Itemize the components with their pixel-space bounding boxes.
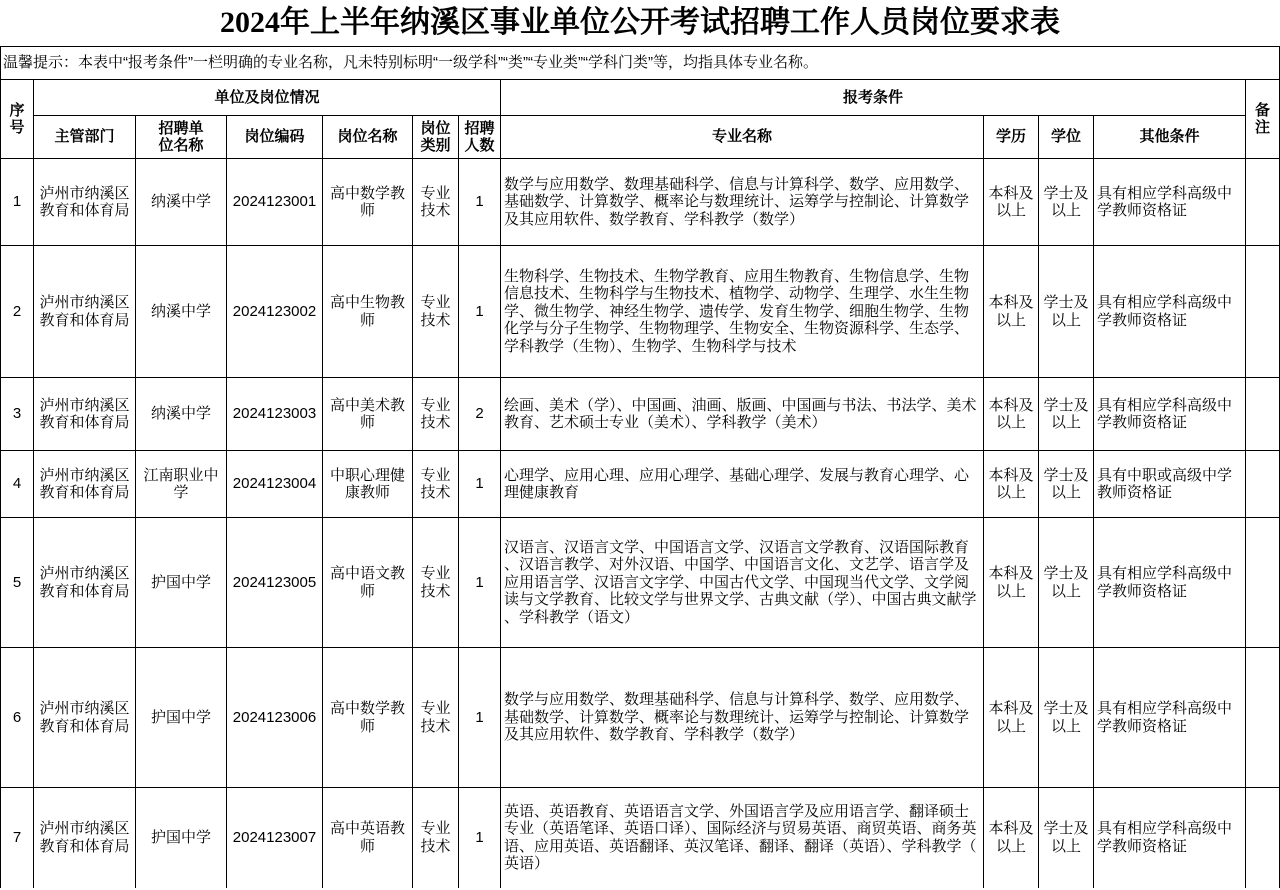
header-post-type-label: 岗位类别 <box>420 119 451 154</box>
header-row-group <box>1 80 1280 116</box>
cell-unit: 纳溪中学 <box>136 159 227 246</box>
cell-remark <box>1246 648 1280 788</box>
cell-other-conditions: 具有相应学科高级中学教师资格证 <box>1094 159 1246 246</box>
job-requirements-table <box>0 46 1280 888</box>
header-seq-label: 序号 <box>9 101 25 136</box>
cell-dept: 泸州市纳溪区教育和体育局 <box>34 378 136 451</box>
cell-dept: 泸州市纳溪区教育和体育局 <box>34 246 136 378</box>
cell-seq: 5 <box>1 518 34 648</box>
header-count <box>459 116 501 159</box>
table-row <box>1 159 1280 246</box>
cell-dept: 泸州市纳溪区教育和体育局 <box>34 451 136 518</box>
cell-count: 1 <box>459 159 501 246</box>
cell-unit: 纳溪中学 <box>136 378 227 451</box>
cell-post-name: 高中英语教师 <box>323 788 413 888</box>
cell-major: 心理学、应用心理、应用心理学、基础心理学、发展与教育心理学、心理健康教育 <box>501 451 984 518</box>
cell-remark <box>1246 159 1280 246</box>
header-education: 学历 <box>984 116 1039 159</box>
notice-text: 温馨提示：本表中“报考条件”一栏明确的专业名称，凡未特别标明“一级学科”“类”“专业类”“学科门类”等，均指具体专业名称。 <box>1 47 1280 80</box>
header-unit-group: 单位及岗位情况 <box>34 80 501 116</box>
cell-post-type: 专业技术 <box>413 159 459 246</box>
cell-major: 汉语言、汉语言文学、中国语言文学、汉语言文学教育、汉语国际教育、汉语言教学、对外汉语、中国学、中国语言文化、文艺学、语言学及应用语言学、汉语言文字学、中国古代文学、中国现当代文学、文学阅读与文学教育、比较文学与世界文学、古典文献（学）、中国古典文献学、学科教学（语文） <box>501 518 984 648</box>
cell-post-code: 2024123002 <box>227 246 323 378</box>
cell-dept: 泸州市纳溪区教育和体育局 <box>34 159 136 246</box>
cell-remark <box>1246 518 1280 648</box>
cell-unit: 护国中学 <box>136 518 227 648</box>
cell-post-code: 2024123001 <box>227 159 323 246</box>
cell-degree: 学士及以上 <box>1039 518 1094 648</box>
cell-major: 生物科学、生物技术、生物学教育、应用生物教育、生物信息学、生物信息技术、生物科学与生物技术、植物学、动物学、生理学、水生生物学、微生物学、神经生物学、遗传学、发育生物学、细胞生物学、生物化学与分子生物学、生物物理学、生物安全、生物资源科学、生态学、学科教学（生物）、生物学、生物科学与技术 <box>501 246 984 378</box>
cell-count: 1 <box>459 648 501 788</box>
cell-degree: 学士及以上 <box>1039 648 1094 788</box>
cell-education: 本科及以上 <box>984 451 1039 518</box>
header-unit-name <box>136 116 227 159</box>
cell-degree: 学士及以上 <box>1039 246 1094 378</box>
cell-post-type: 专业技术 <box>413 518 459 648</box>
cell-dept: 泸州市纳溪区教育和体育局 <box>34 648 136 788</box>
header-post-code: 岗位编码 <box>227 116 323 159</box>
cell-post-code: 2024123004 <box>227 451 323 518</box>
table-row <box>1 518 1280 648</box>
header-dept: 主管部门 <box>34 116 136 159</box>
notice-row <box>1 47 1280 80</box>
cell-unit: 江南职业中学 <box>136 451 227 518</box>
cell-major: 数学与应用数学、数理基础科学、信息与计算科学、数学、应用数学、基础数学、计算数学、概率论与数理统计、运筹学与控制论、计算数学及其应用软件、数学教育、学科教学（数学） <box>501 648 984 788</box>
cell-post-type: 专业技术 <box>413 246 459 378</box>
cell-seq: 7 <box>1 788 34 888</box>
cell-education: 本科及以上 <box>984 648 1039 788</box>
cell-seq: 2 <box>1 246 34 378</box>
table-row <box>1 246 1280 378</box>
cell-remark <box>1246 451 1280 518</box>
cell-education: 本科及以上 <box>984 159 1039 246</box>
cell-other-conditions: 具有相应学科高级中学教师资格证 <box>1094 246 1246 378</box>
header-condition-group: 报考条件 <box>501 80 1246 116</box>
cell-degree: 学士及以上 <box>1039 159 1094 246</box>
cell-education: 本科及以上 <box>984 788 1039 888</box>
cell-post-name: 高中美术教师 <box>323 378 413 451</box>
cell-major: 英语、英语教育、英语语言文学、外国语言学及应用语言学、翻译硕士专业（英语笔译、英语口译）、国际经济与贸易英语、商贸英语、商务英语、应用英语、英语翻译、英汉笔译、翻译、翻译（英语）、学科教学（英语） <box>501 788 984 888</box>
cell-degree: 学士及以上 <box>1039 378 1094 451</box>
cell-post-name: 高中语文教师 <box>323 518 413 648</box>
header-remark <box>1246 80 1280 159</box>
cell-other-conditions: 具有相应学科高级中学教师资格证 <box>1094 788 1246 888</box>
cell-unit: 纳溪中学 <box>136 246 227 378</box>
cell-dept: 泸州市纳溪区教育和体育局 <box>34 518 136 648</box>
cell-seq: 3 <box>1 378 34 451</box>
table-row <box>1 451 1280 518</box>
cell-post-code: 2024123003 <box>227 378 323 451</box>
header-seq <box>1 80 34 159</box>
cell-post-type: 专业技术 <box>413 788 459 888</box>
page-title: 2024年上半年纳溪区事业单位公开考试招聘工作人员岗位要求表 <box>220 6 1060 39</box>
header-other: 其他条件 <box>1094 116 1246 159</box>
cell-major: 绘画、美术（学）、中国画、油画、版画、中国画与书法、书法学、美术教育、艺术硕士专业（美术）、学科教学（美术） <box>501 378 984 451</box>
cell-other-conditions: 具有相应学科高级中学教师资格证 <box>1094 648 1246 788</box>
cell-post-type: 专业技术 <box>413 378 459 451</box>
header-row-columns <box>1 116 1280 159</box>
table-row <box>1 788 1280 888</box>
cell-count: 1 <box>459 518 501 648</box>
cell-degree: 学士及以上 <box>1039 788 1094 888</box>
cell-major: 数学与应用数学、数理基础科学、信息与计算科学、数学、应用数学、基础数学、计算数学、概率论与数理统计、运筹学与控制论、计算数学及其应用软件、数学教育、学科教学（数学） <box>501 159 984 246</box>
cell-other-conditions: 具有相应学科高级中学教师资格证 <box>1094 378 1246 451</box>
cell-post-code: 2024123005 <box>227 518 323 648</box>
cell-post-code: 2024123007 <box>227 788 323 888</box>
header-unit-name-label: 招聘单位名称 <box>158 119 204 154</box>
cell-count: 1 <box>459 788 501 888</box>
cell-count: 1 <box>459 246 501 378</box>
table-row <box>1 648 1280 788</box>
header-remark-label: 备注 <box>1255 101 1271 136</box>
cell-post-name: 高中数学教师 <box>323 159 413 246</box>
header-count-label: 招聘人数 <box>464 119 495 154</box>
cell-post-name: 高中数学教师 <box>323 648 413 788</box>
cell-dept: 泸州市纳溪区教育和体育局 <box>34 788 136 888</box>
cell-education: 本科及以上 <box>984 518 1039 648</box>
cell-education: 本科及以上 <box>984 246 1039 378</box>
table-row <box>1 378 1280 451</box>
cell-post-type: 专业技术 <box>413 648 459 788</box>
cell-post-type: 专业技术 <box>413 451 459 518</box>
cell-remark <box>1246 788 1280 888</box>
cell-education: 本科及以上 <box>984 378 1039 451</box>
cell-count: 1 <box>459 451 501 518</box>
cell-post-name: 中职心理健康教师 <box>323 451 413 518</box>
cell-other-conditions: 具有相应学科高级中学教师资格证 <box>1094 518 1246 648</box>
cell-unit: 护国中学 <box>136 648 227 788</box>
cell-remark <box>1246 378 1280 451</box>
cell-post-code: 2024123006 <box>227 648 323 788</box>
header-post-name: 岗位名称 <box>323 116 413 159</box>
header-degree: 学位 <box>1039 116 1094 159</box>
cell-seq: 6 <box>1 648 34 788</box>
cell-seq: 4 <box>1 451 34 518</box>
cell-remark <box>1246 246 1280 378</box>
cell-seq: 1 <box>1 159 34 246</box>
cell-unit: 护国中学 <box>136 788 227 888</box>
cell-degree: 学士及以上 <box>1039 451 1094 518</box>
header-post-type <box>413 116 459 159</box>
cell-count: 2 <box>459 378 501 451</box>
cell-other-conditions: 具有中职或高级中学教师资格证 <box>1094 451 1246 518</box>
cell-post-name: 高中生物教师 <box>323 246 413 378</box>
header-major: 专业名称 <box>501 116 984 159</box>
